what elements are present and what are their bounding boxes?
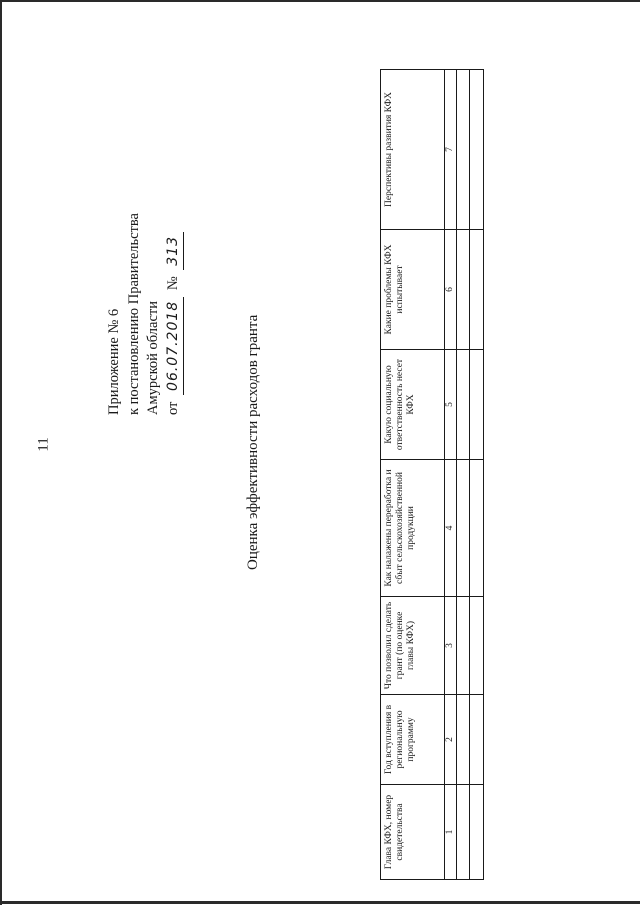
page-number: 11 bbox=[35, 437, 52, 452]
page-bottom-edge bbox=[0, 901, 640, 904]
empty-cell bbox=[470, 230, 484, 350]
empty-cell bbox=[470, 70, 484, 230]
page-left-edge bbox=[0, 0, 2, 905]
header-cell: Как налажены переработка и сбыт сельскохозяйственной продукции bbox=[381, 460, 445, 597]
page-top-edge bbox=[0, 0, 640, 2]
empty-cell bbox=[470, 785, 484, 880]
empty-cell bbox=[457, 70, 470, 230]
column-number: 1 bbox=[445, 785, 457, 880]
empty-cell bbox=[457, 460, 470, 597]
table-header-row bbox=[381, 70, 445, 880]
header-cell: Перспективы развития КФХ bbox=[381, 70, 445, 230]
grant-efficiency-table bbox=[380, 69, 484, 880]
handwritten-date: 06.07.2018 bbox=[164, 297, 185, 395]
table-row bbox=[470, 70, 484, 880]
column-number: 4 bbox=[445, 460, 457, 597]
column-number: 7 bbox=[445, 70, 457, 230]
empty-cell bbox=[470, 460, 484, 597]
empty-cell bbox=[457, 695, 470, 785]
empty-cell bbox=[457, 597, 470, 695]
resolution-reference: к постановлению Правительства bbox=[125, 213, 142, 415]
empty-cell bbox=[457, 785, 470, 880]
header-cell: Какие проблемы КФХ испытывает bbox=[381, 230, 445, 350]
empty-cell bbox=[470, 695, 484, 785]
table-row bbox=[457, 70, 470, 880]
approval-block bbox=[105, 75, 184, 415]
header-cell: Глава КФХ, номер свидетельства bbox=[381, 785, 445, 880]
table-number-row bbox=[445, 70, 457, 880]
column-number: 3 bbox=[445, 597, 457, 695]
date-prefix: от bbox=[164, 401, 181, 415]
appendix-label: Приложение № 6 bbox=[106, 308, 122, 415]
empty-cell bbox=[457, 230, 470, 350]
header-cell: Год вступления в региональную программу bbox=[381, 695, 445, 785]
column-number: 6 bbox=[445, 230, 457, 350]
number-prefix: № bbox=[164, 276, 181, 291]
column-number: 5 bbox=[445, 350, 457, 460]
empty-cell bbox=[470, 350, 484, 460]
date-number-line bbox=[164, 75, 185, 415]
column-number: 2 bbox=[445, 695, 457, 785]
empty-cell bbox=[457, 350, 470, 460]
document-title: Оценка эффективности расходов гранта bbox=[245, 314, 261, 570]
header-cell: Что позволил сделать грант (по оценке главы КФХ) bbox=[381, 597, 445, 695]
handwritten-number: 313 bbox=[164, 232, 185, 270]
header-cell: Какую социальную ответственность несет КФХ bbox=[381, 350, 445, 460]
region-name: Амурской области bbox=[145, 301, 161, 415]
empty-cell bbox=[470, 597, 484, 695]
